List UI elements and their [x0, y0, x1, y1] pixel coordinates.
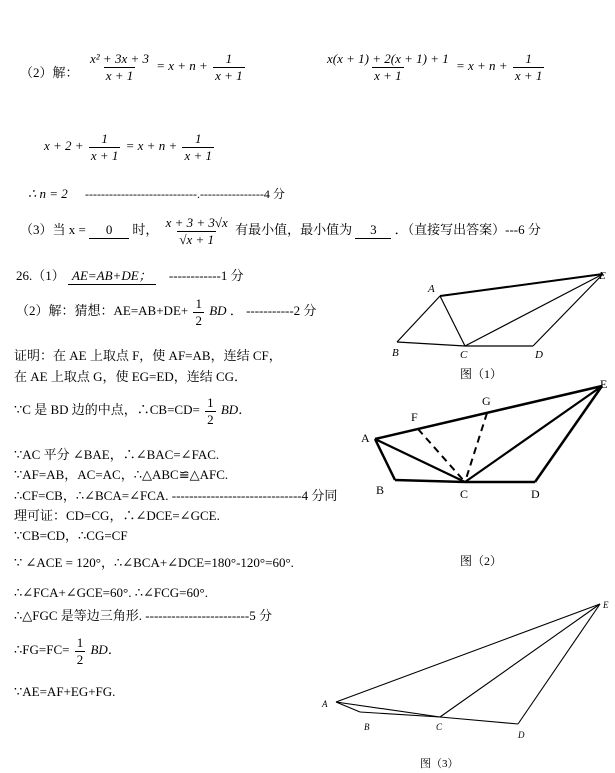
- q26-2-bd: BD: [209, 303, 227, 319]
- midpoint-bd: BD．: [220, 402, 252, 418]
- fig1-label-e: E: [599, 270, 606, 282]
- midpoint-text: ∵C 是 BD 边的中点，∴CB=CD=: [14, 402, 200, 418]
- conclusion-n: [28, 185, 285, 202]
- conclusion-n-text: ∴ n = 2: [28, 186, 68, 201]
- fig3-label-a: A: [322, 699, 328, 709]
- eq1-rhs-numerator: 1: [225, 51, 233, 66]
- proof-line-cf: ∴CF=CB，∴∠BCA=∠FCA. ------------------------------4 分同: [14, 488, 338, 503]
- part3-text: 有最小值，最小值为: [235, 222, 353, 238]
- fig2-label-f: F: [411, 410, 418, 424]
- fig1-label-b: B: [392, 347, 399, 359]
- proof-line-equilateral: ∴△FGC 是等边三角形. ------------------------5 分: [14, 608, 272, 623]
- fig3-caption: 图（3）: [420, 758, 459, 770]
- fig3-label-d: D: [518, 730, 525, 740]
- eq2-rhs: = x + n +: [455, 58, 508, 74]
- fg-bd: BD．: [90, 642, 121, 658]
- proof-line-cg: ∵CB=CD，∴CG=CF: [14, 528, 128, 543]
- proof-line-last: ∵AE=AF+EG+FG.: [14, 684, 116, 699]
- fig2-label-b: B: [376, 483, 385, 497]
- fg-text: ∴FG=FC=: [14, 642, 70, 658]
- eq3-rhs: = x + n +: [125, 138, 178, 154]
- part3-answer-x: 0: [89, 222, 129, 239]
- proof-line-1: 证明：在 AE 上取点 F，使 AF=AB，连结 CF，: [14, 348, 282, 363]
- eq2-denominator: x + 1: [374, 67, 402, 83]
- fig2-caption: 图（2）: [460, 554, 503, 568]
- part3-prefix: （3）当 x =: [20, 222, 86, 238]
- q26-1-marks: ------------1 分: [168, 268, 244, 283]
- fig3-label-b: B: [364, 722, 370, 732]
- fig3-label-c: C: [436, 722, 443, 732]
- fig3-label-e: E: [603, 600, 609, 610]
- part3-denominator: √x + 1: [179, 231, 215, 247]
- proof-line-ac: ∵AC 平分 ∠BAE，∴∠BAC=∠FAC.: [14, 447, 220, 462]
- eq3-rhs-denominator: x + 1: [184, 147, 213, 163]
- equation-2: [323, 52, 546, 82]
- part3-mid: 时，: [132, 222, 159, 238]
- q26-2-label: （2）解：猜想：AE=AB+DE+: [16, 303, 189, 319]
- eq3-lhs-denominator: x + 1: [90, 147, 119, 163]
- fig2-label-g: G: [482, 394, 491, 408]
- equation-3: [44, 132, 216, 162]
- proof-line-2: 在 AE 上取点 G，使 EG=ED，连结 CG．: [14, 369, 248, 384]
- part3-numerator: x + 3 + 3√x: [165, 215, 228, 230]
- figure-1: [385, 262, 615, 387]
- part2-label: （2）解：: [20, 65, 79, 80]
- figure-3: [318, 592, 615, 773]
- q26-part1: [16, 265, 244, 285]
- eq3-rhs-numerator: 1: [194, 131, 202, 146]
- midpoint-half-num: 1: [207, 395, 214, 410]
- eq1-denominator: x + 1: [105, 67, 134, 83]
- fig2-label-d: D: [531, 487, 540, 501]
- fg-half-den: 2: [76, 651, 84, 667]
- figure-2: [355, 372, 613, 572]
- eq2-rhs-denominator: x + 1: [514, 67, 543, 83]
- eq2-rhs-numerator: 1: [525, 51, 532, 66]
- part3-line: [20, 216, 541, 246]
- fig1-label-d: D: [535, 349, 543, 361]
- fg-line: [14, 636, 121, 666]
- part3-suffix: ．（直接写出答案）---6 分: [394, 222, 541, 238]
- q26-1-label: 26.（1）: [16, 268, 65, 283]
- fig1-caption: 图（1）: [460, 367, 503, 381]
- fig2-label-c: C: [460, 487, 469, 501]
- equation-1: [86, 52, 247, 82]
- fig1-label-a: A: [428, 283, 435, 295]
- proof-line-cd: 理可证：CD=CG，∴∠DCE=∠GCE.: [14, 508, 220, 523]
- eq1-numerator: x² + 3x + 3: [90, 51, 149, 66]
- fig2-label-a: A: [361, 431, 370, 445]
- fig2-label-e: E: [600, 377, 608, 391]
- fg-half-num: 1: [76, 635, 84, 650]
- midpoint-line: [14, 396, 251, 426]
- eq1-rhs-denominator: x + 1: [215, 67, 243, 83]
- eq1-rhs: = x + n +: [156, 58, 208, 74]
- proof-line-ace: ∵ ∠ACE = 120°，∴∠BCA+∠DCE=180°-120°=60°.: [14, 555, 294, 570]
- proof-line-fca: ∴∠FCA+∠GCE=60°. ∴∠FCG=60°.: [14, 585, 208, 600]
- proof-line-af: ∵AF=AB，AC=AC，∴△ABC≌△AFC.: [14, 467, 229, 482]
- conclusion-n-marks: ----------------------------.----------------4 分: [85, 187, 285, 201]
- q26-1-answer: AE=AB+DE；: [68, 265, 156, 285]
- part3-answer-min: 3: [355, 222, 391, 239]
- midpoint-half-den: 2: [207, 411, 214, 427]
- eq3-lhs-numerator: 1: [101, 131, 108, 146]
- q26-part2: [16, 297, 316, 327]
- eq3-lhs: x + 2 +: [44, 138, 84, 154]
- q26-2-half-den: 2: [195, 312, 202, 328]
- fig1-label-c: C: [460, 349, 468, 361]
- q26-2-half-num: 1: [195, 296, 202, 311]
- eq2-numerator: x(x + 1) + 2(x + 1) + 1: [327, 51, 449, 66]
- q26-2-marks: ． -----------2 分: [229, 303, 317, 319]
